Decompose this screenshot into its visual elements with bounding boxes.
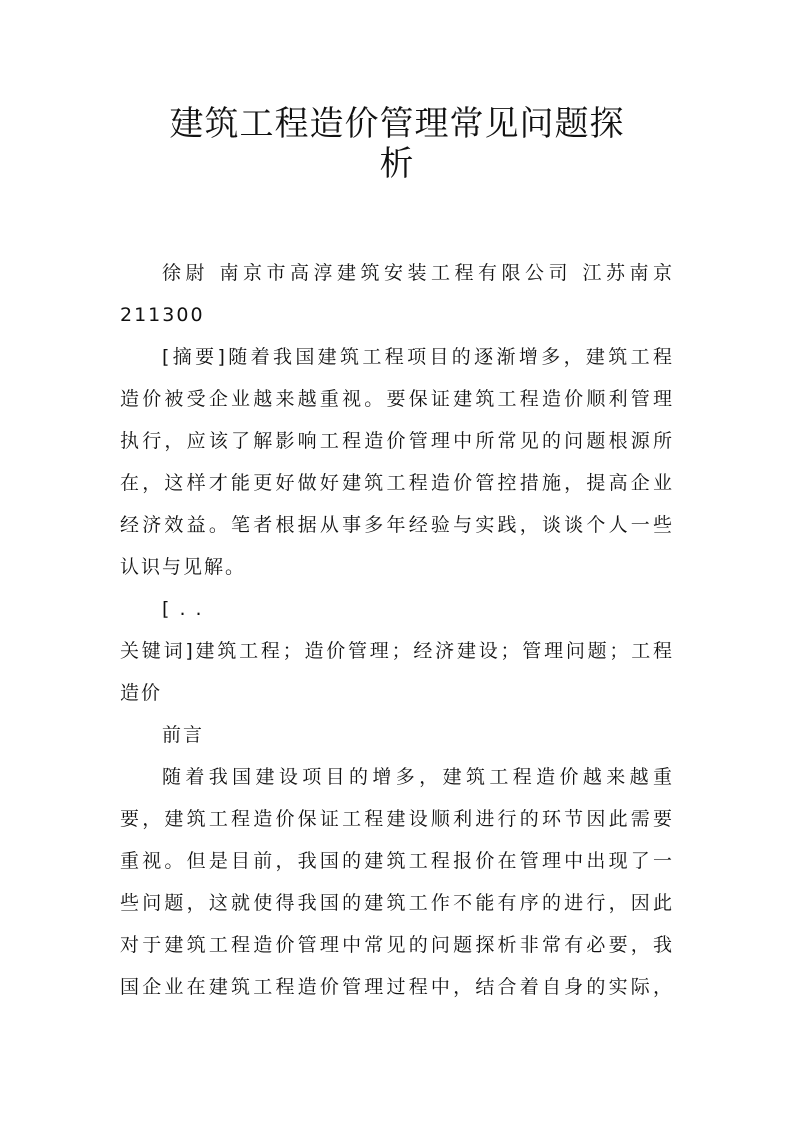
- abstract-line-3: 执行，应该了解影响工程造价管理中所常见的问题根源所: [120, 430, 674, 452]
- abstract-line-2: 造价被受企业越来越重视。要保证建筑工程造价顺利管理: [120, 388, 674, 410]
- author-line-2: 211300: [120, 304, 205, 326]
- preface-line-5: 对于建筑工程造价管理中常见的问题探析非常有必要，我: [120, 934, 674, 956]
- document-title-line-1: 建筑工程造价管理常见问题探: [169, 104, 625, 144]
- preface-line-2: 要，建筑工程造价保证工程建设顺利进行的环节因此需要: [120, 808, 674, 830]
- preface-block: [120, 714, 674, 1008]
- author-line-1: 徐尉 南京市高淳建筑安装工程有限公司 江苏南京: [162, 262, 674, 284]
- author-block: [120, 252, 674, 336]
- preface-line-6: 国企业在建筑工程造价管理过程中，结合着自身的实际，: [120, 976, 674, 998]
- keywords-line-2: 造价: [120, 682, 163, 704]
- keywords-block: [120, 588, 674, 714]
- preface-line-4: 些问题，这就使得我国的建筑工作不能有序的进行，因此: [120, 892, 674, 914]
- preface-line-3: 重视。但是目前，我国的建筑工程报价在管理中出现了一: [120, 850, 674, 872]
- abstract-line-1: [摘要]随着我国建筑工程项目的逐渐增多，建筑工程: [162, 346, 674, 368]
- abstract-line-6: 认识与见解。: [120, 556, 247, 578]
- document-body: [120, 252, 674, 1008]
- preface-line-1: 随着我国建设项目的增多，建筑工程造价越来越重: [162, 766, 674, 788]
- abstract-line-4: 在，这样才能更好做好建筑工程造价管控措施，提高企业: [120, 472, 674, 494]
- preface-heading: 前言: [162, 724, 205, 746]
- keywords-marker: [ . .: [162, 598, 204, 620]
- keywords-line-1: 关键词]建筑工程；造价管理；经济建设；管理问题；工程: [120, 640, 674, 662]
- abstract-line-5: 经济效益。笔者根据从事多年经验与实践，谈谈个人一些: [120, 514, 674, 536]
- abstract-block: [120, 336, 674, 588]
- document-title-line-2: 析: [379, 144, 415, 184]
